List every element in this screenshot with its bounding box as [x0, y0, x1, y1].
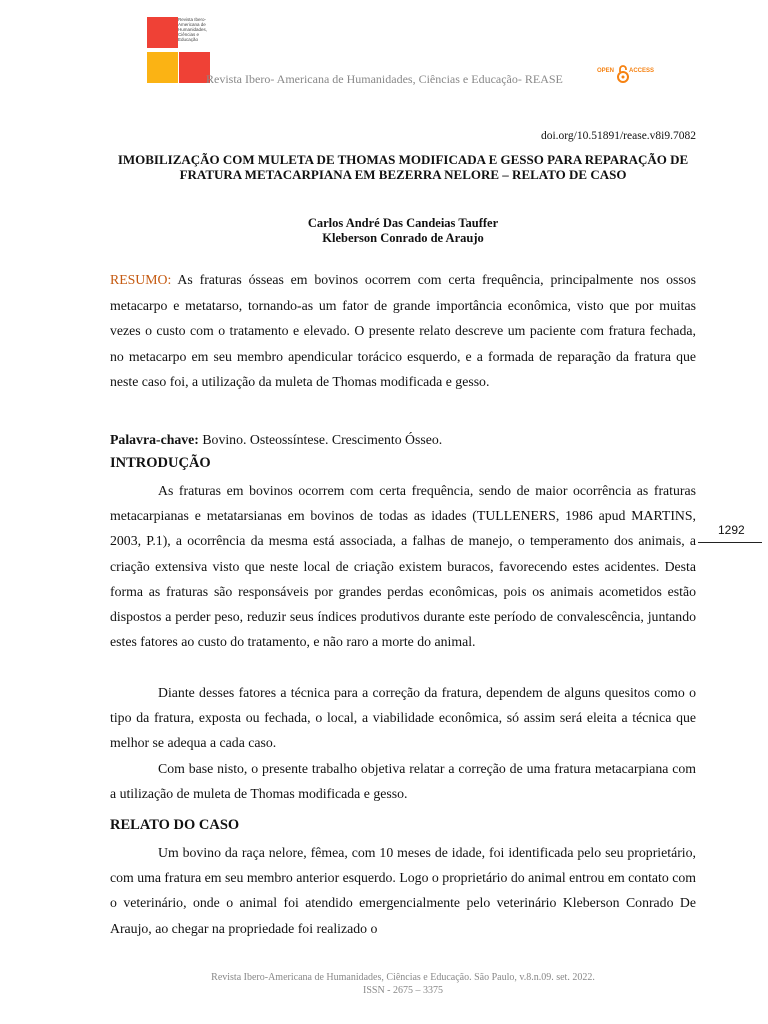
author-1: Carlos André Das Candeias Tauffer: [307, 216, 499, 230]
abstract-label: RESUMO:: [110, 272, 172, 287]
logo-red-square: [147, 17, 178, 48]
paragraph: Um bovino da raça nelore, fêmea, com 10 meses de idade, foi identificada pelo seu proprietário, com uma fratura em seu membro anterior esquerdo. Logo o proprietário do animal entrou em contato com o veterinário, onde o animal foi atendido emergencialmente pelo veterinário Kleberson Conrado De Araujo, ao chegar na propriedade foi realizado o: [110, 845, 696, 936]
author-2: Kleberson Conrado de Araujo: [322, 231, 484, 245]
abstract: [110, 267, 696, 395]
open-access-badge: [597, 64, 661, 84]
open-access-open: OPEN: [597, 68, 615, 74]
footer: [110, 971, 696, 997]
keywords: [110, 430, 696, 450]
paragraph: Com base nisto, o presente trabalho objetiva relatar a correção de uma fratura metacarpiana com a utilização de muleta de Thomas modificada e gesso.: [110, 761, 696, 802]
paragraph: Diante desses fatores a técnica para a correção da fratura, dependem de alguns quesitos como o tipo da fratura, exposta ou fechada, o local, a viabilidade econômica, só assim será eleita a técnica que melhor se adequa a cada caso.: [110, 685, 696, 751]
section-heading-case-report: RELATO DO CASO: [110, 817, 240, 833]
footer-issn: ISSN - 2675 – 3375: [362, 985, 443, 996]
doi[interactable]: doi.org/10.51891/rease.v8i9.7082: [540, 130, 696, 142]
abstract-text: As fraturas ósseas em bovinos ocorrem com certa frequência, principalmente nos ossos metacarpo e metatarso, tornando-as um fator de grande importância econômica, visto que por muitas vezes o custo com o tratamento e elevado. O presente relato descreve um paciente com fratura fechada, no metacarpo em seu membro apendicular torácico esquerdo, e a formada de reparação da fratura que neste caso foi, a utilização da muleta de Thomas modificada e gesso.: [110, 272, 696, 389]
keywords-label: Palavra-chave:: [110, 432, 199, 447]
logo-text: Revista Ibero-Americana de Humanidades, Ciências e Educação: [178, 17, 208, 42]
page-number-divider: [698, 542, 762, 543]
page-number: 1292: [718, 523, 745, 537]
authors: [110, 216, 696, 246]
footer-citation: Revista Ibero-Americana de Humanidades, Ciências e Educação. São Paulo, v.8.n.09. set. 2022.: [211, 972, 595, 983]
paragraph: As fraturas em bovinos ocorrem com certa frequência, sendo de maior ocorrência as fraturas metacarpianas e metatarsianas em bovinos de todas as idades (TULLENERS, 1986 apud MARTINS, 2003, P.1), a ocorrência da mesma está associada, a falhas de manejo, o temperamento dos animais, a criação extensiva visto que neste local de criação existem buracos, favorecendo estes acidentes. Desta forma as fraturas são responsáveis por grandes perdas econômicas, pois os animais acometidos estão dispostos a perder peso, reduzir seus índices produtivos durante este período de convalescência, juntando estes fatores ao custo do tratamento, e não raro a morte do animal.: [110, 483, 696, 650]
open-access-access: ACCESS: [629, 68, 655, 74]
journal-name: Revista Ibero- Americana de Humanidades, Ciências e Educação- REASE: [206, 72, 563, 86]
article-title: IMOBILIZAÇÃO COM MULETA DE THOMAS MODIFICADA E GESSO PARA REPARAÇÃO DE FRATURA METACARPIANA EM BEZERRA NELORE – RELATO DE CASO: [117, 152, 689, 182]
logo-yellow-square: [147, 52, 178, 83]
keywords-text: Bovino. Osteossíntese. Crescimento Ósseo.: [198, 432, 443, 447]
section-heading-introduction: INTRODUÇÃO: [110, 455, 211, 471]
open-access-lock-icon: [617, 64, 629, 84]
